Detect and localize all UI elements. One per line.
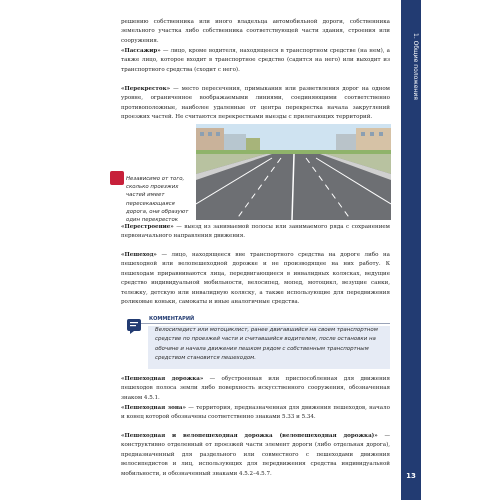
term-passenger: «Пассажир»	[121, 48, 161, 54]
page-number: 13	[406, 472, 416, 480]
paragraph-text: решению собственника или иного владельца автомобильной дороги, собственника земельного участка либо собственника соответствующей части здания, строения или сооружения.	[121, 19, 390, 44]
term-footpath: «Пешеходная дорожка»	[121, 376, 204, 382]
term-intersection: «Перекресток»	[121, 86, 171, 92]
chapter-label: 1. Общие положения	[412, 32, 419, 100]
definition-pedestrian-zone	[121, 404, 390, 423]
term-pedestrian-zone: «Пешеходная зона»	[121, 405, 186, 411]
note-hand-icon	[110, 171, 124, 185]
definition-pedestrian	[121, 251, 390, 307]
definition-cycle-footpath	[121, 432, 390, 479]
intersection-illustration	[196, 124, 391, 220]
definition-text: — лицо, находящееся вне транспортного средства на дороге либо на пешеходной или велопешеходной дорожке и не производящее на них работу. К пешеходам приравниваются лица, передвигающиеся в инвалидных колясках, ведущие средство индивидуальной мобильности, велосипед, мопед, мотоцикл, везущие санки, тележку, детскую или инвалидную коляску, а также использующие для передвижения роликовые коньки, самокаты и иные аналогичные средства.	[121, 252, 390, 306]
definition-text: — место пересечения, примыкания или разветвления дорог на одном уровне, ограниченное воображаемыми линиями, соединяющими соответственно противоположные, наиболее удаленные от центра перекрестка начала закруглений проезжих частей. Не считаются перекрестками выезды с прилегающих территорий.	[121, 86, 390, 121]
definition-lane-change	[121, 223, 390, 242]
term-pedestrian: «Пешеход»	[121, 252, 157, 258]
definition-text: — территория, предназначенная для движения пешеходов, начало и конец которой обозначены соответственно знаками 5.33 и 5.34.	[121, 405, 390, 421]
definition-footpath	[121, 375, 390, 403]
definition-passenger	[121, 47, 390, 75]
comment-text: Велосипедист или мотоциклист, ранее двигавшийся на своем транспортном средстве по проезжей части и считавшийся водителем, после остановки на обочине и начала движения пешком рядом с собственным транспортным средством становится пешеходом.	[155, 327, 378, 362]
comment-icon	[126, 318, 142, 334]
term-cycle-footpath: «Пешеходная и велопешеходная дорожка (велопешеходная дорожка)»	[121, 433, 378, 439]
definition-text: — выезд из занимаемой полосы или занимаемого ряда с сохранением первоначального направления движения.	[121, 224, 390, 240]
definition-text: — обустроенная или приспособленная для движения пешеходов полоса земли либо поверхность искусственного сооружения, обозначенная знаком 4.5.1.	[121, 376, 390, 401]
definition-text: — конструктивно отделенный от проезжей части элемент дороги (либо отдельная дорога), предназначенный для раздельного или совместного с пешеходами движения велосипедистов и лиц, использующих для передвижения средства индивидуальной мобильности, и обозначенный знаками 4.5.2–4.5.7.	[121, 433, 390, 477]
margin-note: Независимо от того, сколько проезжих частей имеет пересекающаяся дорога, они образуют один перекресток	[126, 176, 189, 224]
comment-header: КОММЕНТАРИЙ	[141, 315, 390, 324]
definition-intersection	[121, 85, 390, 123]
definition-text: — лицо, кроме водителя, находящееся в транспортном средстве (на нем), а также лицо, которое входит в транспортное средство (садится на него) или выходит из транспортного средства (сходит с него).	[121, 48, 390, 73]
paragraph-continuation	[121, 18, 390, 46]
term-lane-change: «Перестроение»	[121, 224, 174, 230]
